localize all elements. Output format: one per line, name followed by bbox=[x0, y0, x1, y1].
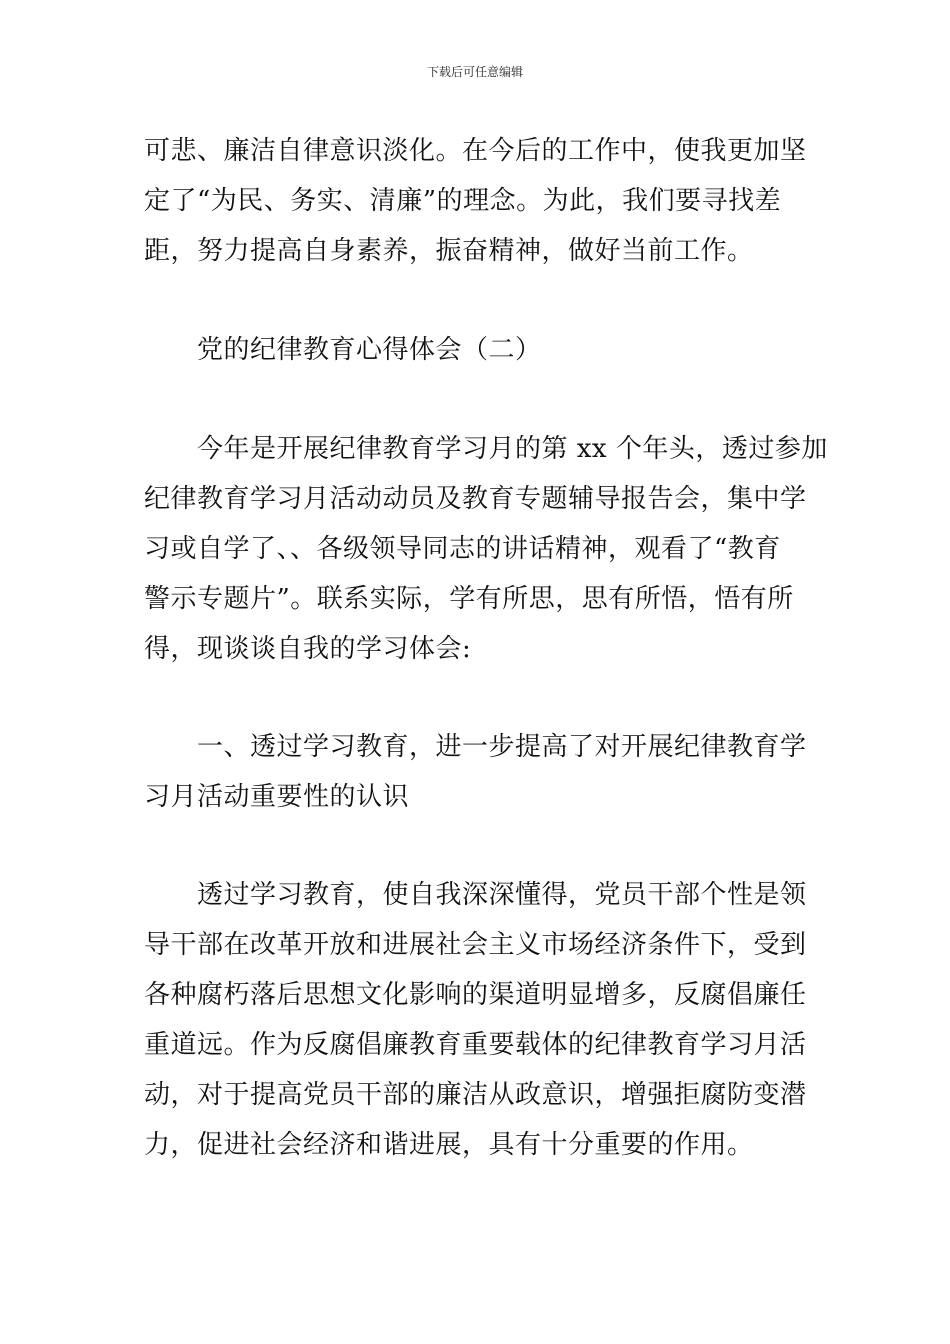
heading-line: 党的纪律教育心得体会（二） bbox=[197, 335, 542, 365]
text-line: 距，努力提高自身素养，振奋精神，做好当前工作。 bbox=[144, 236, 754, 266]
text-line: 透过学习教育，使自我深深懂得，党员干部个性是领 bbox=[197, 880, 807, 910]
paragraph-intro bbox=[144, 424, 828, 674]
text-line: 习或自学了、、各级领导同志的讲话精神，观看了“教育 bbox=[144, 534, 781, 564]
text-line: 纪律教育学习月活动动员及教育专题辅导报告会，集中学 bbox=[144, 484, 807, 514]
text-line: 得，现谈谈自我的学习体会: bbox=[144, 634, 472, 664]
text-line: 各种腐朽落后思想文化影响的渠道明显增多，反腐倡廉任 bbox=[144, 980, 807, 1010]
text-line: 习月活动重要性的认识 bbox=[144, 782, 410, 812]
text-line: 警示专题片”。联系实际，学有所思，思有所悟，悟有所 bbox=[144, 584, 794, 614]
text-line: 可悲、廉洁自律意识淡化。在今后的工作中，使我更加坚 bbox=[144, 136, 807, 166]
paragraph-body bbox=[144, 870, 806, 1170]
text-line: 导干部在改革开放和进展社会主义市场经济条件下，受到 bbox=[144, 930, 807, 960]
page-header: 下载后可任意编辑 bbox=[426, 65, 523, 79]
paragraph-continuation bbox=[144, 126, 806, 276]
paragraph-subheading bbox=[144, 722, 806, 822]
section-heading bbox=[144, 325, 806, 375]
text-line: 今年是开展纪律教育学习月的第 xx 个年头，透过参加 bbox=[197, 434, 828, 464]
text-line: 力，促进社会经济和谐进展，具有十分重要的作用。 bbox=[144, 1130, 754, 1160]
text-line: 一、透过学习教育，进一步提高了对开展纪律教育学 bbox=[197, 732, 807, 762]
text-line: 重道远。作为反腐倡廉教育重要载体的纪律教育学习月活 bbox=[144, 1030, 807, 1060]
text-line: 定了“为民、务实、清廉”的理念。为此，我们要寻找差 bbox=[144, 186, 782, 216]
text-line: 动，对于提高党员干部的廉洁从政意识，增强拒腐防变潜 bbox=[144, 1080, 807, 1110]
